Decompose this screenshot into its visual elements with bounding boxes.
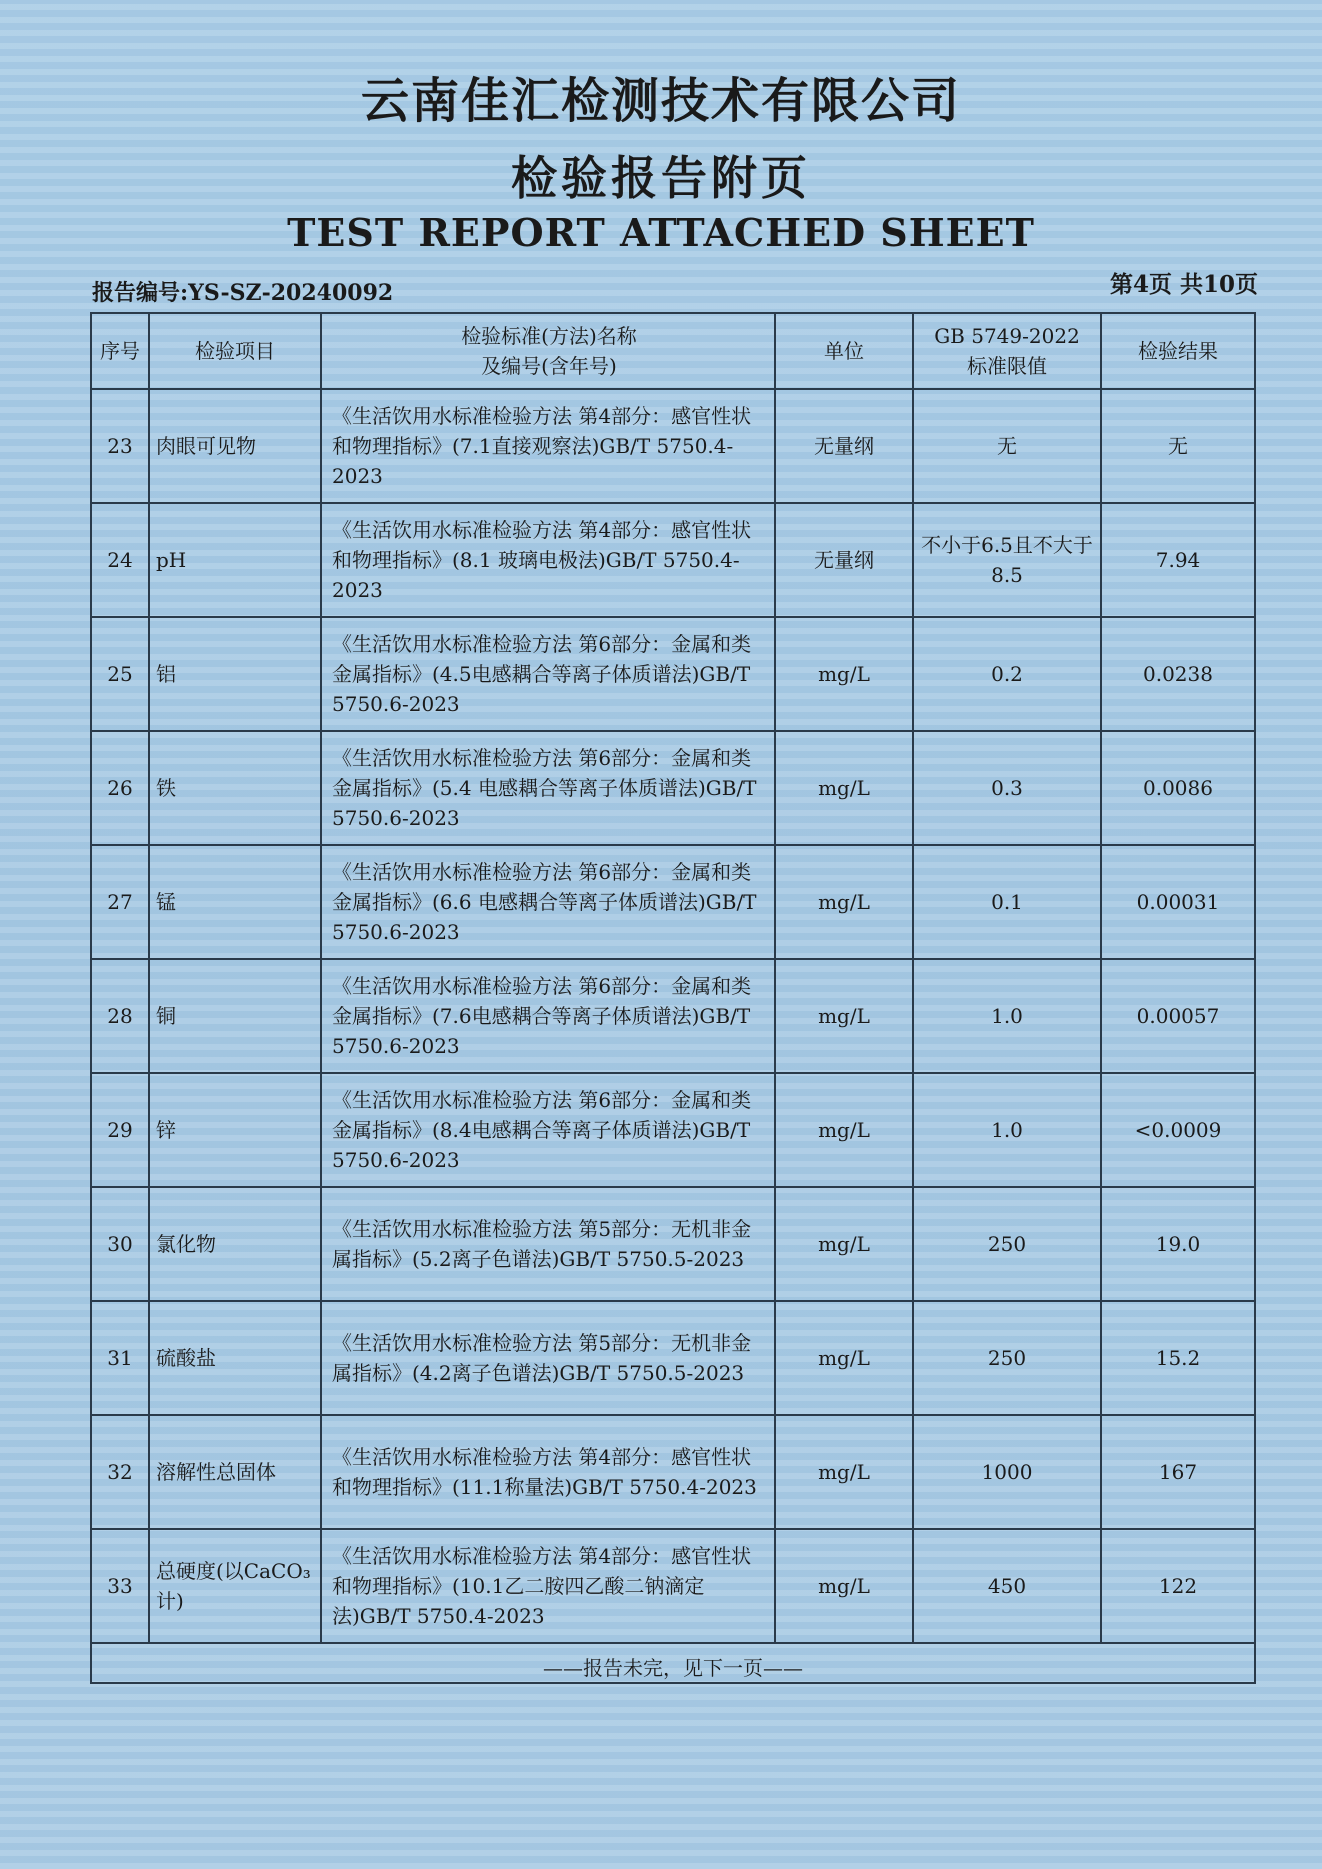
row-seq: 28 [92, 960, 150, 1072]
row-limit: 250 [914, 1188, 1102, 1300]
company-name: 云南佳汇检测技术有限公司 [360, 73, 961, 129]
row-unit: mg/L [776, 960, 914, 1072]
table-row [92, 1188, 1254, 1302]
row-result: 0.00031 [1136, 890, 1220, 914]
header-unit: 单位 [776, 314, 914, 388]
table-header-row [92, 314, 1254, 390]
row-item: 锌 [150, 1074, 322, 1186]
row-method: 《生活饮用水标准检验方法 第4部分：感官性状和物理指标》(10.1乙二胺四乙酸二钠滴定法)GB/T 5750.4-2023 [322, 1530, 776, 1642]
row-result: 167 [1158, 1460, 1198, 1484]
row-item: 铁 [150, 732, 322, 844]
document-title: 检验报告附页 [511, 151, 811, 205]
header-result: 检验结果 [1138, 339, 1218, 363]
row-limit: 250 [914, 1302, 1102, 1414]
row-method: 《生活饮用水标准检验方法 第4部分：感官性状和物理指标》(7.1直接观察法)GB/T 5750.4-2023 [322, 390, 776, 502]
row-item: 总硬度(以CaCO₃计) [150, 1530, 322, 1642]
row-method: 《生活饮用水标准检验方法 第5部分：无机非金属指标》(5.2离子色谱法)GB/T 5750.5-2023 [322, 1188, 776, 1300]
table-row [92, 960, 1254, 1074]
header-item: 检验项目 [150, 314, 322, 388]
row-limit: 0.3 [914, 732, 1102, 844]
row-method: 《生活饮用水标准检验方法 第6部分：金属和类金属指标》(5.4 电感耦合等离子体质谱法)GB/T 5750.6-2023 [322, 732, 776, 844]
row-seq: 26 [92, 732, 150, 844]
header-limit [914, 314, 1102, 388]
row-result: <0.0009 [1134, 1118, 1222, 1142]
row-seq: 33 [92, 1530, 150, 1642]
row-unit: 无量纲 [776, 390, 914, 502]
row-limit: 450 [914, 1530, 1102, 1642]
row-seq: 23 [92, 390, 150, 502]
row-result: 122 [1158, 1574, 1198, 1598]
row-unit: mg/L [776, 1416, 914, 1528]
row-method: 《生活饮用水标准检验方法 第6部分：金属和类金属指标》(4.5电感耦合等离子体质谱法)GB/T 5750.6-2023 [322, 618, 776, 730]
header-method-line1: 检验标准(方法)名称 [461, 324, 637, 348]
table-row [92, 1302, 1254, 1416]
row-limit: 1.0 [914, 960, 1102, 1072]
row-seq: 27 [92, 846, 150, 958]
row-item: 硫酸盐 [150, 1302, 322, 1414]
header-method-line2: 及编号(含年号) [481, 354, 617, 378]
row-seq: 32 [92, 1416, 150, 1528]
row-seq: 24 [92, 504, 150, 616]
table-row [92, 390, 1254, 504]
header-limit-line2: 标准限值 [967, 354, 1047, 378]
row-limit: 0.2 [914, 618, 1102, 730]
row-item: pH [150, 504, 322, 616]
row-unit: mg/L [776, 1530, 914, 1642]
row-unit: mg/L [776, 1302, 914, 1414]
row-seq: 31 [92, 1302, 150, 1414]
table-row [92, 846, 1254, 960]
table-row [92, 732, 1254, 846]
row-limit: 无 [914, 390, 1102, 502]
row-item: 溶解性总固体 [150, 1416, 322, 1528]
row-result: 15.2 [1155, 1346, 1201, 1370]
row-unit: mg/L [776, 846, 914, 958]
row-result: 7.94 [1155, 548, 1201, 572]
row-seq: 25 [92, 618, 150, 730]
row-item: 铜 [150, 960, 322, 1072]
document-title-en: TEST REPORT ATTACHED SHEET [287, 210, 1035, 255]
header-limit-line1: GB 5749-2022 [934, 324, 1080, 348]
table-row [92, 1416, 1254, 1530]
row-item: 氯化物 [150, 1188, 322, 1300]
row-seq: 29 [92, 1074, 150, 1186]
row-seq: 30 [92, 1188, 150, 1300]
table-row [92, 618, 1254, 732]
report-number: 报告编号:YS-SZ-20240092 [92, 280, 394, 306]
row-method: 《生活饮用水标准检验方法 第5部分：无机非金属指标》(4.2离子色谱法)GB/T 5750.5-2023 [322, 1302, 776, 1414]
row-unit: mg/L [776, 618, 914, 730]
row-unit: mg/L [776, 732, 914, 844]
row-limit: 1.0 [914, 1074, 1102, 1186]
row-result: 19.0 [1155, 1232, 1201, 1256]
row-method: 《生活饮用水标准检验方法 第4部分：感官性状和物理指标》(8.1 玻璃电极法)GB/T 5750.4-2023 [322, 504, 776, 616]
row-method: 《生活饮用水标准检验方法 第4部分：感官性状和物理指标》(11.1称量法)GB/T 5750.4-2023 [322, 1416, 776, 1528]
table-row [92, 1530, 1254, 1644]
table-footer: ——报告未完，见下一页—— [543, 1655, 803, 1680]
row-result: 0.0086 [1143, 776, 1213, 800]
row-item: 锰 [150, 846, 322, 958]
row-method: 《生活饮用水标准检验方法 第6部分：金属和类金属指标》(6.6 电感耦合等离子体质谱法)GB/T 5750.6-2023 [322, 846, 776, 958]
row-limit: 1000 [914, 1416, 1102, 1528]
row-limit: 不小于6.5且不大于8.5 [914, 504, 1102, 616]
row-method: 《生活饮用水标准检验方法 第6部分：金属和类金属指标》(8.4电感耦合等离子体质谱法)GB/T 5750.6-2023 [322, 1074, 776, 1186]
row-result: 0.0238 [1143, 662, 1213, 686]
row-limit: 0.1 [914, 846, 1102, 958]
table-row [92, 504, 1254, 618]
row-unit: mg/L [776, 1074, 914, 1186]
row-item: 肉眼可见物 [150, 390, 322, 502]
row-result: 0.00057 [1136, 1004, 1220, 1028]
page-indicator: 第4页 共10页 [1109, 271, 1258, 298]
row-method: 《生活饮用水标准检验方法 第6部分：金属和类金属指标》(7.6电感耦合等离子体质谱法)GB/T 5750.6-2023 [322, 960, 776, 1072]
row-item: 铝 [150, 618, 322, 730]
row-result: 无 [1168, 434, 1188, 458]
table-row [92, 1074, 1254, 1188]
header-seq: 序号 [92, 314, 150, 388]
row-unit: 无量纲 [776, 504, 914, 616]
results-table [90, 312, 1256, 1684]
header-method [322, 314, 776, 388]
row-unit: mg/L [776, 1188, 914, 1300]
